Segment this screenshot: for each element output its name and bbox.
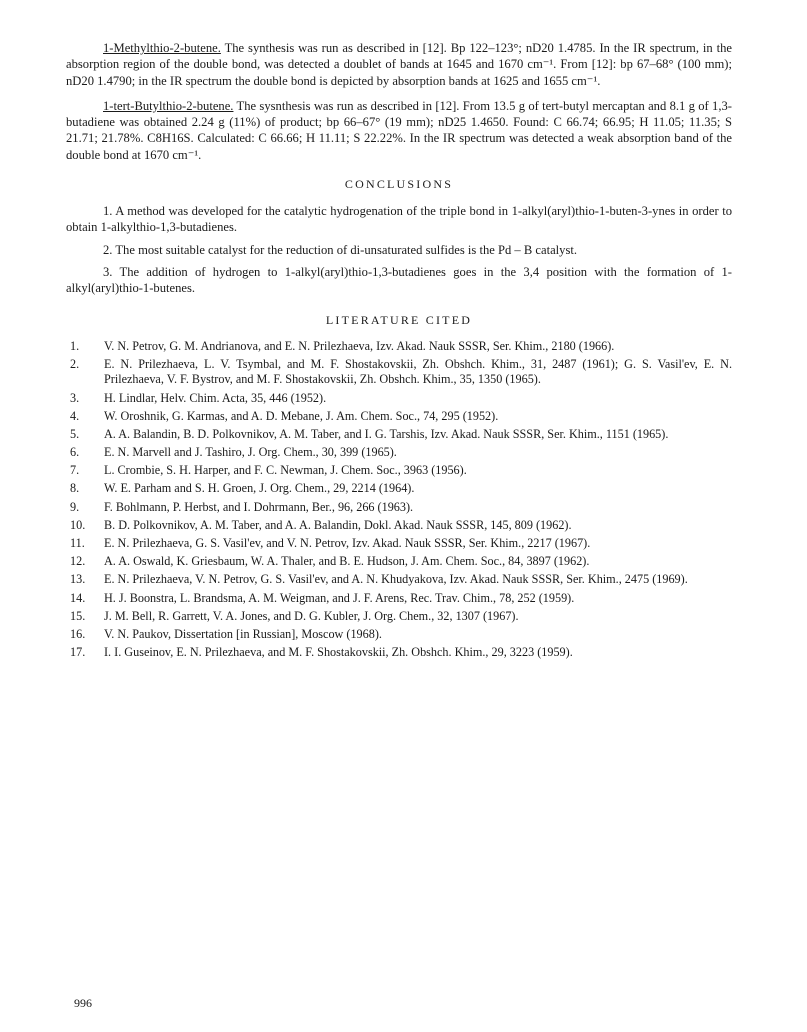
reference-text: F. Bohlmann, P. Herbst, and I. Dohrmann, Ber., 96, 266 (1963). bbox=[104, 499, 414, 514]
reference-item bbox=[66, 554, 732, 570]
reference-item bbox=[66, 339, 732, 355]
reference-item bbox=[66, 572, 732, 588]
reference-text: J. M. Bell, R. Garrett, V. A. Jones, and D. G. Kubler, J. Org. Chem., 32, 1307 (1967). bbox=[104, 608, 519, 623]
reference-number: 1. bbox=[70, 338, 80, 353]
conclusion-item: 2. The most suitable catalyst for the reduction of di-unsaturated sulfides is the Pd – B catalyst. bbox=[103, 242, 578, 257]
page-number: 996 bbox=[74, 996, 92, 1010]
paragraph-text: The synthesis was run as described in [12]. Bp 122–123°; nD20 1.4785. In the IR spectrum, in the absorption region of the double bond, was detected a doublet of bands at 1645 and 1670 cm⁻¹. From [12]: bp 67–68° (100 mm); nD20 1.4790; in the IR spectrum the double bond is depicted by absorption bands at 1625 and 1655 cm⁻¹. bbox=[66, 41, 732, 88]
reference-text: V. N. Paukov, Dissertation [in Russian], Moscow (1968). bbox=[104, 626, 382, 641]
reference-number: 7. bbox=[70, 463, 80, 478]
reference-text: L. Crombie, S. H. Harper, and F. C. Newman, J. Chem. Soc., 3963 (1956). bbox=[104, 463, 467, 478]
reference-text: A. A. Oswald, K. Griesbaum, W. A. Thaler, and B. E. Hudson, J. Am. Chem. Soc., 84, 3897 (1962). bbox=[104, 554, 590, 569]
reference-number: 12. bbox=[70, 554, 86, 569]
reference-item bbox=[66, 391, 732, 407]
compound-title: 1-Methylthio-2-butene. bbox=[103, 41, 221, 55]
reference-text: I. I. Guseinov, E. N. Prilezhaeva, and M. F. Shostakovskii, Zh. Obshch. Khim., 29, 3223 (1959). bbox=[104, 645, 573, 660]
reference-text: W. E. Parham and S. H. Groen, J. Org. Chem., 29, 2214 (1964). bbox=[104, 481, 415, 496]
conclusion-item: 3. The addition of hydrogen to 1-alkyl(aryl)thio-1,3-butadienes goes in the 3,4 position with the formation of 1-alkyl(aryl)thio-1-butenes. bbox=[66, 264, 732, 296]
reference-number: 5. bbox=[70, 426, 80, 441]
reference-text: E. N. Prilezhaeva, V. N. Petrov, G. S. Vasil'ev, and A. N. Khudyakova, Izv. Akad. Nauk SSSR, Ser. Khim., 2475 (1969). bbox=[104, 572, 688, 587]
reference-number: 10. bbox=[70, 517, 86, 532]
reference-number: 4. bbox=[70, 408, 80, 423]
reference-item bbox=[66, 357, 732, 388]
conclusions-heading: CONCLUSIONS bbox=[344, 177, 454, 192]
literature-heading: LITERATURE CITED bbox=[325, 312, 473, 327]
reference-number: 9. bbox=[70, 499, 80, 514]
reference-number: 15. bbox=[70, 608, 86, 623]
reference-list bbox=[66, 339, 732, 661]
reference-item bbox=[66, 609, 732, 625]
reference-item bbox=[66, 645, 732, 661]
paragraph-tert-butylthio-butene bbox=[66, 98, 732, 163]
reference-text: H. J. Boonstra, L. Brandsma, A. M. Weigman, and J. F. Arens, Rec. Trav. Chim., 78, 252 (1959). bbox=[104, 590, 575, 605]
reference-number: 13. bbox=[70, 572, 86, 587]
reference-number: 16. bbox=[70, 626, 86, 641]
reference-item bbox=[66, 427, 732, 443]
page-body bbox=[66, 40, 732, 663]
reference-item bbox=[66, 463, 732, 479]
reference-item bbox=[66, 627, 732, 643]
conclusion-item: 1. A method was developed for the catalytic hydrogenation of the triple bond in 1-alkyl(aryl)thio-1-buten-3-ynes in order to obtain 1-alkylthio-1,3-butadienes. bbox=[66, 204, 732, 235]
reference-item bbox=[66, 481, 732, 497]
reference-text: W. Oroshnik, G. Karmas, and A. D. Mebane, J. Am. Chem. Soc., 74, 295 (1952). bbox=[104, 408, 499, 423]
reference-item bbox=[66, 445, 732, 461]
reference-number: 11. bbox=[70, 536, 85, 551]
reference-text: A. A. Balandin, B. D. Polkovnikov, A. M. Taber, and I. G. Tarshis, Izv. Akad. Nauk SSSR, Ser. Khim., 1151 (1965). bbox=[104, 426, 669, 441]
reference-item bbox=[66, 536, 732, 552]
paragraph-text: The sysnthesis was run as described in [12]. From 13.5 g of tert-butyl mercaptan and 8.1 g of 1,3-butadiene was obtained 2.24 g (11%) of product; bp 66–67° (19 mm); nD25 1.4650. Found: C 66.74; 66.95; H 11.05; 11.35; S 21.71; 21.78%. C8H16S. Calculated: C 66.66; H 11.11; S 22.22%. In the IR spectrum was detected a weak absorption band of the double bond at 1670 cm⁻¹. bbox=[66, 98, 732, 162]
compound-title: 1-tert-Butylthio-2-butene. bbox=[103, 98, 234, 113]
reference-text: B. D. Polkovnikov, A. M. Taber, and A. A. Balandin, Dokl. Akad. Nauk SSSR, 145, 809 (1962). bbox=[104, 517, 572, 532]
reference-text: E. N. Prilezhaeva, L. V. Tsymbal, and M. F. Shostakovskii, Zh. Obshch. Khim., 31, 2487 (1961); G. S. Vasil'ev, E. N. Prilezhaeva, V. F. Bystrov, and M. F. Shostakovskii, Zh. Obshch. Khim., 35, 1350 (1965). bbox=[104, 356, 732, 387]
reference-item bbox=[66, 518, 732, 534]
reference-number: 17. bbox=[70, 645, 86, 660]
conclusions-list bbox=[66, 203, 732, 296]
reference-number: 2. bbox=[70, 356, 80, 371]
reference-item bbox=[66, 500, 732, 516]
paragraph-methylthio-butene bbox=[66, 40, 732, 89]
reference-number: 3. bbox=[70, 390, 80, 405]
reference-text: E. N. Marvell and J. Tashiro, J. Org. Chem., 30, 399 (1965). bbox=[104, 445, 397, 460]
reference-number: 6. bbox=[70, 445, 80, 460]
reference-number: 14. bbox=[70, 590, 86, 605]
reference-text: H. Lindlar, Helv. Chim. Acta, 35, 446 (1952). bbox=[104, 390, 327, 405]
reference-item bbox=[66, 409, 732, 425]
reference-text: E. N. Prilezhaeva, G. S. Vasil'ev, and V. N. Petrov, Izv. Akad. Nauk SSSR, Ser. Khim., 2217 (1967). bbox=[104, 536, 591, 551]
reference-text: V. N. Petrov, G. M. Andrianova, and E. N. Prilezhaeva, Izv. Akad. Nauk SSSR, Ser. Khim., 2180 (1966). bbox=[104, 338, 615, 353]
reference-item bbox=[66, 591, 732, 607]
reference-number: 8. bbox=[70, 481, 80, 496]
